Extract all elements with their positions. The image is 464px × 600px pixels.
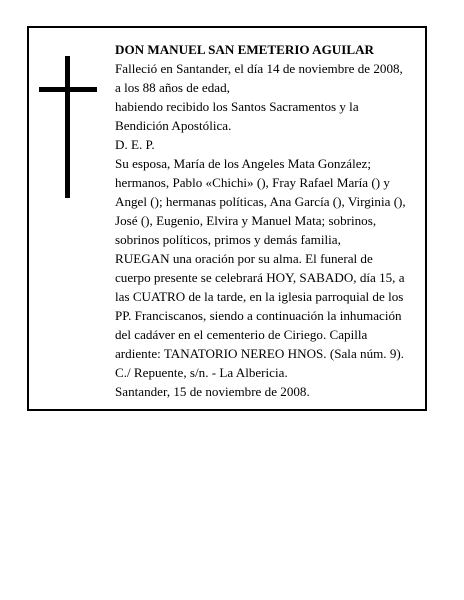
notice-line: Santander, 15 de noviembre de 2008. [115, 384, 310, 399]
notice-line: sobrinos políticos, primos y demás familia, [115, 232, 341, 247]
notice-line: a los 88 años de edad, [115, 80, 230, 95]
notice-line: Falleció en Santander, el día 14 de noviembre de 2008, [115, 61, 403, 76]
notice-line: cuerpo presente se celebrará HOY, SABADO, día 15, a [115, 270, 405, 285]
notice-line: habiendo recibido los Santos Sacramentos y la [115, 99, 359, 114]
notice-line: C./ Repuente, s/n. - La Albericia. [115, 365, 288, 380]
notice-text [115, 40, 421, 401]
cross-vertical-bar [65, 56, 70, 198]
cross-horizontal-bar [39, 87, 97, 92]
notice-line: RUEGAN una oración por su alma. El funeral de [115, 251, 373, 266]
notice-line: del cadáver en el cementerio de Ciriego. Capilla [115, 327, 368, 342]
notice-line: Angel (); hermanas políticas, Ana García (), Virginia (), [115, 194, 406, 209]
notice-line: José (), Eugenio, Elvira y Manuel Mata; sobrinos, [115, 213, 377, 228]
deceased-name: DON MANUEL SAN EMETERIO AGUILAR [115, 42, 374, 57]
notice-line: PP. Franciscanos, siendo a continuación la inhumación [115, 308, 402, 323]
notice-line: las CUATRO de la tarde, en la iglesia parroquial de los [115, 289, 404, 304]
notice-line: Bendición Apostólica. [115, 118, 232, 133]
cross-icon [39, 56, 99, 198]
notice-line: Su esposa, María de los Angeles Mata González; [115, 156, 371, 171]
notice-line: hermanos, Pablo «Chichi» (), Fray Rafael María () y [115, 175, 390, 190]
notice-line: ardiente: TANATORIO NEREO HNOS. (Sala núm. 9). [115, 346, 405, 361]
obituary-notice [27, 26, 427, 411]
notice-line: D. E. P. [115, 137, 155, 152]
